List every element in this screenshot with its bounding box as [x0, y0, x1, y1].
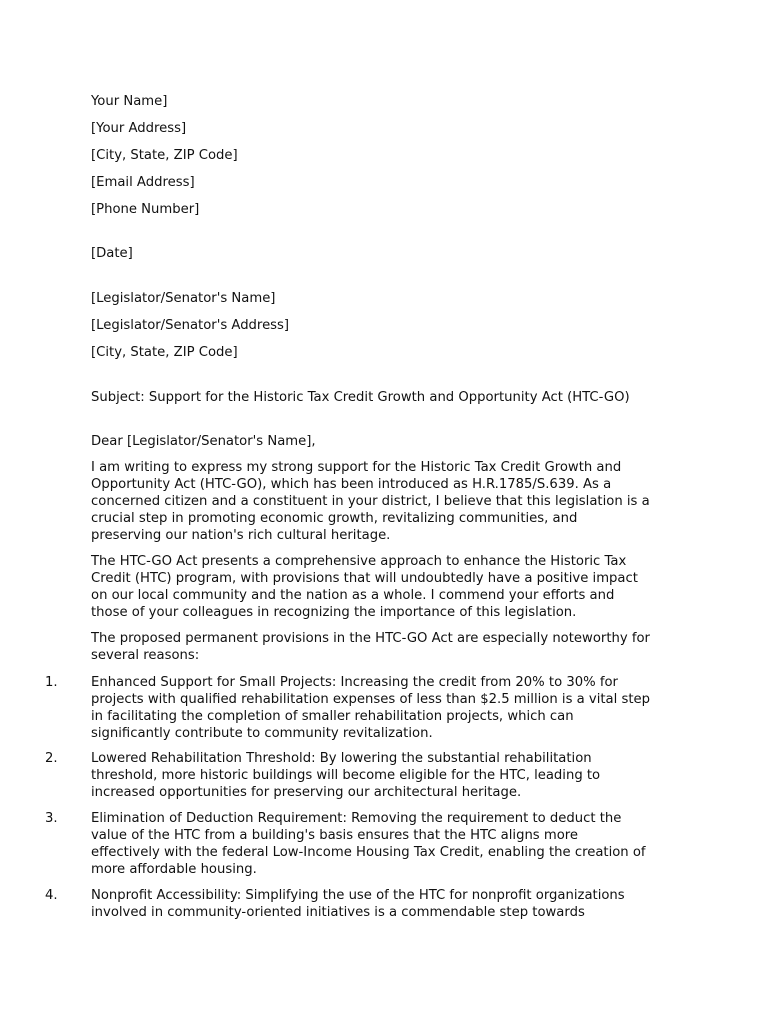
paragraph-line: on our local community and the nation as a whole. I commend your efforts and	[91, 588, 615, 603]
paragraph-line: Opportunity Act (HTC-GO), which has been introduced as H.R.1785/S.639. As a	[91, 477, 612, 492]
list-item-text	[91, 750, 691, 801]
body-paragraph-3	[91, 630, 691, 664]
list-item-line: increased opportunities for preserving our architectural heritage.	[91, 785, 522, 800]
list-item-text	[91, 810, 691, 878]
recipient-name: [Legislator/Senator's Name]	[91, 291, 276, 306]
paragraph-line: preserving our nation's rich cultural heritage.	[91, 528, 391, 543]
recipient-block	[91, 290, 691, 371]
list-item-line: value of the HTC from a building's basis ensures that the HTC aligns more	[91, 828, 579, 843]
list-item-line: threshold, more historic buildings will become eligible for the HTC, leading to	[91, 768, 601, 783]
list-item-line: more affordable housing.	[91, 862, 257, 877]
subject-line: Subject: Support for the Historic Tax Credit Growth and Opportunity Act (HTC-GO)	[91, 390, 630, 405]
list-item-line: Elimination of Deduction Requirement: Removing the requirement to deduct the	[91, 811, 622, 826]
list-item-number: 3.	[45, 811, 58, 826]
paragraph-line: crucial step in promoting economic growth, revitalizing communities, and	[91, 511, 578, 526]
list-item-line: in facilitating the completion of smaller rehabilitation projects, which can	[91, 709, 574, 724]
sender-block	[91, 93, 691, 228]
list-item-line: involved in community-oriented initiatives is a commendable step towards	[91, 905, 585, 920]
body-paragraph-2	[91, 553, 691, 621]
list-item-text	[91, 887, 691, 921]
sender-address: [Your Address]	[91, 121, 187, 136]
list-item-number: 2.	[45, 751, 58, 766]
list-item-line: Lowered Rehabilitation Threshold: By lowering the substantial rehabilitation	[91, 751, 592, 766]
sender-email: [Email Address]	[91, 175, 195, 190]
list-item-line: Nonprofit Accessibility: Simplifying the use of the HTC for nonprofit organizations	[91, 888, 625, 903]
sender-phone: [Phone Number]	[91, 202, 200, 217]
sender-city-state-zip: [City, State, ZIP Code]	[91, 148, 238, 163]
paragraph-line: concerned citizen and a constituent in your district, I believe that this legislation is a	[91, 494, 650, 509]
sender-name: Your Name]	[91, 94, 168, 109]
list-item-line: significantly contribute to community revitalization.	[91, 726, 433, 741]
paragraph-line: The proposed permanent provisions in the HTC-GO Act are especially noteworthy for	[91, 631, 650, 646]
body-paragraph-1	[91, 459, 691, 544]
list-item-text	[91, 674, 691, 742]
list-item-line: effectively with the federal Low-Income Housing Tax Credit, enabling the creation of	[91, 845, 646, 860]
list-item-line: projects with qualified rehabilitation expenses of less than $2.5 million is a vital step	[91, 692, 650, 707]
list-item-line: Enhanced Support for Small Projects: Increasing the credit from 20% to 30% for	[91, 675, 618, 690]
salutation: Dear [Legislator/Senator's Name],	[91, 434, 316, 449]
letter-date: [Date]	[91, 246, 133, 261]
paragraph-line: Credit (HTC) program, with provisions that will undoubtedly have a positive impact	[91, 571, 638, 586]
paragraph-line: those of your colleagues in recognizing the importance of this legislation.	[91, 605, 577, 620]
list-item-number: 1.	[45, 675, 58, 690]
recipient-city-state-zip: [City, State, ZIP Code]	[91, 345, 238, 360]
list-item-number: 4.	[45, 888, 58, 903]
paragraph-line: several reasons:	[91, 648, 200, 663]
paragraph-line: The HTC-GO Act presents a comprehensive approach to enhance the Historic Tax	[91, 554, 627, 569]
recipient-address: [Legislator/Senator's Address]	[91, 318, 290, 333]
paragraph-line: I am writing to express my strong support for the Historic Tax Credit Growth and	[91, 460, 622, 475]
